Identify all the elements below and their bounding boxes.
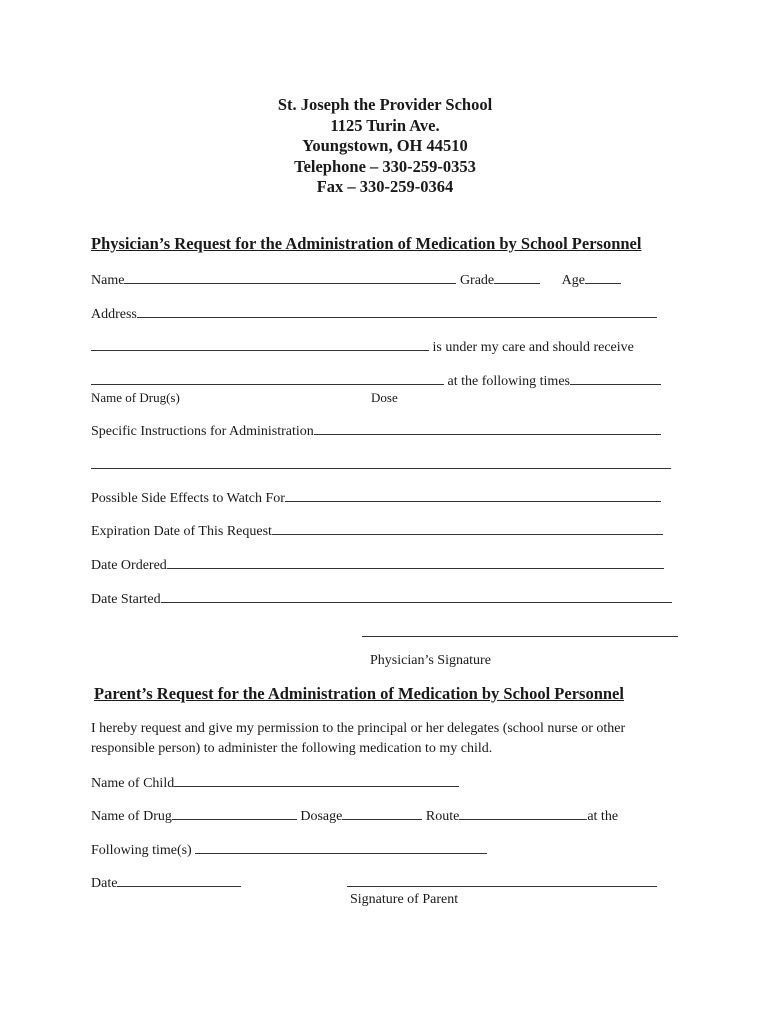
- school-street: 1125 Turin Ave.: [330, 115, 440, 135]
- school-header: [0, 95, 770, 198]
- child-row: [91, 774, 459, 792]
- expiration-row: [91, 522, 663, 540]
- parent-section-title: Parent’s Request for the Administration of Medication by School Personnel: [94, 684, 624, 703]
- at-the-text: at the: [587, 809, 619, 824]
- name-field[interactable]: [124, 271, 456, 284]
- time-label: Following time(s): [91, 843, 192, 858]
- grade-field[interactable]: [494, 271, 540, 284]
- parent-signature-caption: Signature of Parent: [350, 892, 459, 907]
- side-effects-row: [91, 489, 661, 507]
- expiration-field[interactable]: [272, 522, 663, 535]
- name-row: [91, 271, 621, 289]
- date-row: [91, 874, 241, 892]
- date-field[interactable]: [117, 874, 241, 887]
- drug-dose-field[interactable]: [91, 372, 444, 385]
- age-field[interactable]: [585, 271, 621, 284]
- age-label: Age: [561, 273, 585, 288]
- dosage-label: Dosage: [300, 809, 343, 824]
- school-name: St. Joseph the Provider School: [277, 95, 493, 114]
- date-ordered-label: Date Ordered: [91, 558, 167, 573]
- time-field[interactable]: [195, 841, 487, 854]
- instructions-field[interactable]: [314, 422, 661, 435]
- name-label: Name: [91, 273, 125, 288]
- physician-section-title: Physician’s Request for the Administration of Medication by School Personnel: [91, 234, 642, 253]
- side-effects-field[interactable]: [285, 489, 661, 502]
- address-label: Address: [91, 307, 137, 322]
- patient-name-field[interactable]: [91, 338, 429, 351]
- times-field[interactable]: [570, 372, 661, 385]
- physician-signature-caption: Physician’s Signature: [370, 653, 491, 668]
- parent-signature-line[interactable]: [347, 886, 657, 887]
- date-started-label: Date Started: [91, 592, 161, 607]
- date-ordered-row: [91, 556, 664, 574]
- child-name-field[interactable]: [174, 774, 459, 787]
- care-text: is under my care and should receive: [432, 340, 634, 355]
- school-fax: Fax – 330-259-0364: [316, 177, 454, 196]
- physician-signature-line[interactable]: [362, 636, 678, 637]
- route-label: Route: [425, 809, 460, 824]
- time-row: [91, 841, 487, 859]
- grade-label: Grade: [459, 273, 495, 288]
- instructions-label: Specific Instructions for Administration: [91, 424, 314, 439]
- dose-caption: Dose: [371, 390, 398, 405]
- date-started-row: [91, 590, 672, 608]
- times-text: at the following times: [447, 374, 570, 389]
- date-started-field[interactable]: [161, 590, 672, 603]
- drug-dosage-route-row: [91, 807, 618, 825]
- child-label: Name of Child: [91, 776, 175, 791]
- patient-row: [91, 338, 634, 356]
- address-row: [91, 305, 657, 323]
- drug-caption: Name of Drug(s): [91, 390, 180, 405]
- date-ordered-field[interactable]: [167, 556, 664, 569]
- address-field[interactable]: [137, 305, 657, 318]
- dosage-field[interactable]: [342, 807, 422, 820]
- school-city: Youngstown, OH 44510: [302, 136, 468, 155]
- drug-row: [91, 372, 661, 390]
- school-telephone: Telephone – 330-259-0353: [294, 156, 476, 176]
- drug-name-field[interactable]: [172, 807, 297, 820]
- side-effects-label: Possible Side Effects to Watch For: [91, 491, 285, 506]
- permission-text: I hereby request and give my permission to the principal or her delegates (school nurse or other responsible person) to administer the following medication to my child.: [91, 721, 626, 756]
- route-field[interactable]: [459, 807, 587, 820]
- instructions-row: [91, 422, 661, 440]
- date-label: Date: [91, 876, 118, 891]
- drug-label: Name of Drug: [91, 809, 172, 824]
- instructions-field-line2[interactable]: [91, 468, 671, 469]
- expiration-label: Expiration Date of This Request: [91, 524, 272, 539]
